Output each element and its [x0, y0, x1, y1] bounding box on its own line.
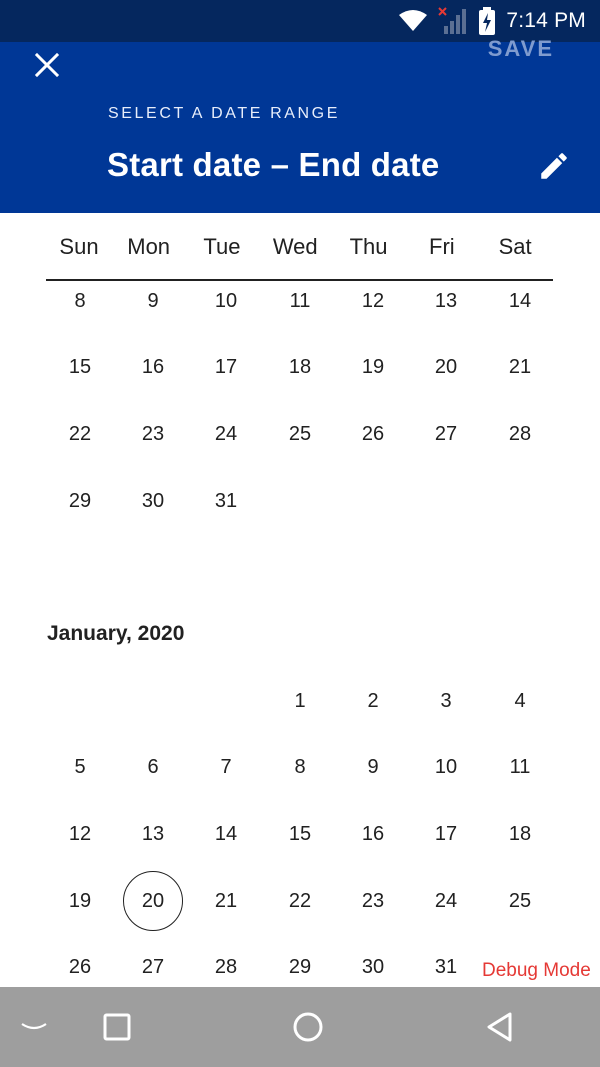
calendar-day[interactable]: 19 — [361, 356, 385, 379]
calendar-day[interactable]: 31 — [434, 956, 458, 979]
weekday-label: Sat — [498, 234, 532, 259]
calendar-day[interactable]: 16 — [361, 822, 385, 845]
weekday-label: Mon — [127, 234, 171, 259]
recent-apps-button[interactable] — [95, 1007, 139, 1051]
calendar-day[interactable]: 8 — [294, 756, 306, 779]
calendar-day[interactable]: 8 — [74, 289, 86, 312]
calendar-day[interactable]: 22 — [68, 422, 92, 445]
calendar-day[interactable]: 18 — [288, 356, 312, 379]
calendar-day[interactable]: 16 — [141, 356, 165, 379]
calendar-day[interactable]: 30 — [361, 956, 385, 979]
calendar-day[interactable]: 13 — [434, 289, 458, 312]
calendar-day[interactable]: 27 — [141, 956, 165, 979]
status-time: 7:14 PM — [506, 9, 586, 32]
calendar-day[interactable]: 22 — [288, 889, 312, 912]
date-range-header — [0, 36, 600, 213]
weekday-header — [46, 213, 553, 281]
calendar-day[interactable]: 28 — [214, 956, 238, 979]
wifi-icon — [398, 9, 428, 33]
calendar-day[interactable]: 30 — [141, 489, 165, 512]
calendar-day[interactable]: 9 — [147, 289, 159, 312]
recent-apps-icon — [103, 1013, 131, 1046]
calendar-day[interactable]: 20 — [434, 356, 458, 379]
keyboard-hide-button[interactable] — [12, 1007, 56, 1051]
calendar-day[interactable]: 26 — [68, 956, 92, 979]
close-icon — [35, 53, 59, 82]
calendar-day[interactable]: 18 — [508, 822, 532, 845]
weekday-label: Tue — [203, 234, 241, 259]
calendar-day[interactable]: 2 — [367, 689, 379, 712]
calendar-day[interactable]: 14 — [508, 289, 532, 312]
calendar-day[interactable]: 24 — [214, 422, 238, 445]
range-label: SELECT A DATE RANGE — [108, 105, 340, 122]
edit-button[interactable] — [534, 148, 574, 188]
weekday-label: Wed — [272, 234, 318, 259]
calendar-day[interactable]: 5 — [74, 756, 86, 779]
navigation-bar — [0, 987, 600, 1067]
calendar-day[interactable]: 7 — [220, 756, 232, 779]
calendar-day[interactable]: 28 — [508, 422, 532, 445]
debug-mode-label: Debug Mode — [482, 960, 591, 981]
calendar-day[interactable]: 21 — [508, 356, 532, 379]
calendar-day[interactable]: 15 — [288, 822, 312, 845]
battery-charging-icon — [478, 7, 496, 35]
calendar-day-today[interactable]: 20 — [123, 871, 183, 931]
calendar-day[interactable]: 15 — [68, 356, 92, 379]
calendar-day[interactable]: 27 — [434, 422, 458, 445]
calendar-day[interactable]: 1 — [294, 689, 306, 712]
calendar-day[interactable]: 23 — [141, 422, 165, 445]
calendar-day[interactable]: 11 — [289, 289, 311, 312]
calendar-grid — [0, 282, 600, 987]
calendar-day[interactable]: 9 — [367, 756, 379, 779]
calendar-day[interactable]: 23 — [361, 889, 385, 912]
calendar-day[interactable]: 31 — [214, 489, 238, 512]
calendar-day[interactable]: 29 — [68, 489, 92, 512]
calendar-day[interactable]: 19 — [68, 889, 92, 912]
home-button[interactable] — [286, 1007, 330, 1051]
calendar-day[interactable]: 12 — [68, 822, 92, 845]
calendar-day[interactable]: 25 — [288, 422, 312, 445]
signal-no-service-icon — [438, 6, 468, 36]
calendar-day[interactable]: 21 — [214, 889, 238, 912]
calendar-day[interactable]: 17 — [214, 356, 238, 379]
calendar-day[interactable]: 25 — [508, 889, 532, 912]
calendar-day[interactable]: 13 — [141, 822, 165, 845]
calendar-day[interactable]: 29 — [288, 956, 312, 979]
weekday-label: Thu — [349, 234, 388, 259]
save-button[interactable]: SAVE — [487, 36, 554, 61]
close-button[interactable] — [28, 48, 66, 86]
pencil-icon — [537, 149, 571, 188]
calendar-day[interactable]: 14 — [214, 822, 238, 845]
keyboard-hide-icon — [19, 1020, 49, 1039]
month-title: January, 2020 — [47, 622, 185, 645]
calendar-day[interactable]: 24 — [434, 889, 458, 912]
home-icon — [292, 1011, 324, 1048]
weekday-label: Fri — [429, 234, 455, 259]
calendar-day[interactable]: 26 — [361, 422, 385, 445]
back-button[interactable] — [478, 1007, 522, 1051]
calendar-day[interactable]: 3 — [440, 689, 452, 712]
calendar-day[interactable]: 10 — [214, 289, 238, 312]
calendar-day[interactable]: 4 — [514, 689, 526, 712]
calendar-day[interactable]: 6 — [147, 756, 159, 779]
back-icon — [485, 1011, 515, 1048]
calendar-day[interactable]: 17 — [434, 822, 458, 845]
weekday-label: Sun — [59, 234, 99, 259]
range-title: Start date – End date — [107, 146, 440, 183]
calendar-day[interactable]: 12 — [361, 289, 385, 312]
calendar-day[interactable]: 10 — [434, 756, 458, 779]
calendar-day[interactable]: 11 — [509, 756, 531, 779]
